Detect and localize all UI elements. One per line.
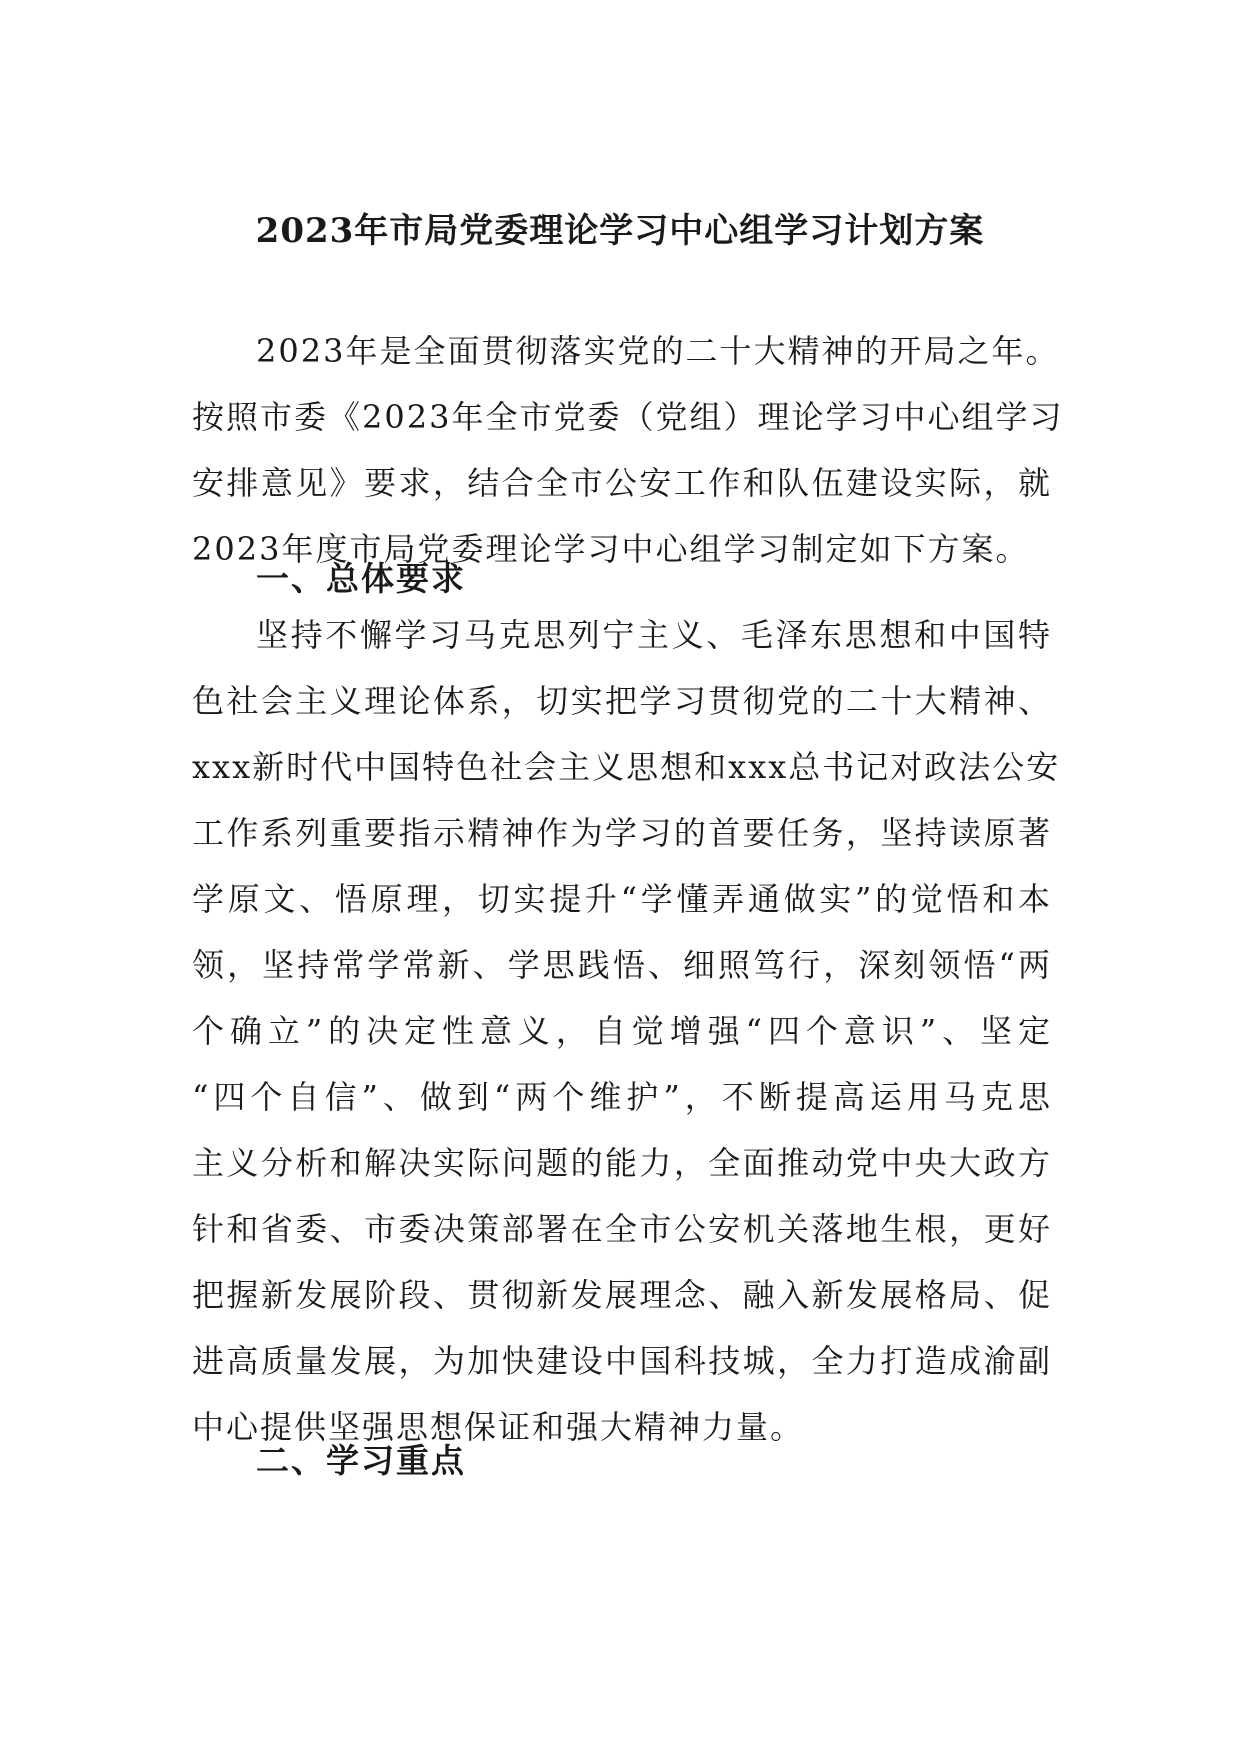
paragraph-line: 坚持不懈学习马克思列宁主义、毛泽东思想和中国特: [256, 616, 1052, 654]
paragraph-line: “四个自信”、做到“两个维护”，不断提高运用马克思: [192, 1078, 1052, 1116]
paragraph-line: 进高质量发展，为加快建设中国科技城，全力打造成渝副: [192, 1342, 1052, 1380]
intro-line: 2023年度市局党委理论学习中心组学习制定如下方案。: [192, 530, 1030, 568]
paragraph-line: xxx新时代中国特色社会主义思想和xxx总书记对政法公安: [192, 748, 1061, 786]
intro-line: 安排意见》要求，结合全市公安工作和队伍建设实际，就: [192, 464, 1052, 502]
paragraph-line: 学原文、悟原理，切实提升“学懂弄通做实”的觉悟和本: [192, 880, 1052, 918]
paragraph-line: 中心提供坚强思想保证和强大精神力量。: [192, 1408, 805, 1446]
intro-paragraph: [192, 318, 1064, 582]
paragraph-line: 个确立”的决定性意义，自觉增强“四个意识”、坚定: [192, 1012, 1052, 1050]
paragraph-line: 主义分析和解决实际问题的能力，全面推动党中央大政方: [192, 1144, 1052, 1182]
section-heading-study-focus: 二、学习重点: [256, 1441, 466, 1480]
document-title: 2023年市局党委理论学习中心组学习计划方案: [255, 211, 985, 251]
paragraph-line: 工作系列重要指示精神作为学习的首要任务，坚持读原著: [192, 814, 1052, 852]
paragraph-line: 针和省委、市委决策部署在全市公安机关落地生根，更好: [192, 1210, 1052, 1248]
section-heading-general-requirements: 一、总体要求: [256, 559, 466, 598]
paragraph-line: 色社会主义理论体系，切实把学习贯彻党的二十大精神、: [192, 682, 1052, 720]
paragraph-line: 领，坚持常学常新、学思践悟、细照笃行，深刻领悟“两: [192, 946, 1052, 984]
general-requirements-paragraph: [192, 602, 1061, 1460]
intro-line: 2023年是全面贯彻落实党的二十大精神的开局之年。: [256, 332, 1060, 370]
paragraph-line: 把握新发展阶段、贯彻新发展理念、融入新发展格局、促: [192, 1276, 1052, 1314]
intro-line: 按照市委《2023年全市党委（党组）理论学习中心组学习: [192, 398, 1064, 436]
